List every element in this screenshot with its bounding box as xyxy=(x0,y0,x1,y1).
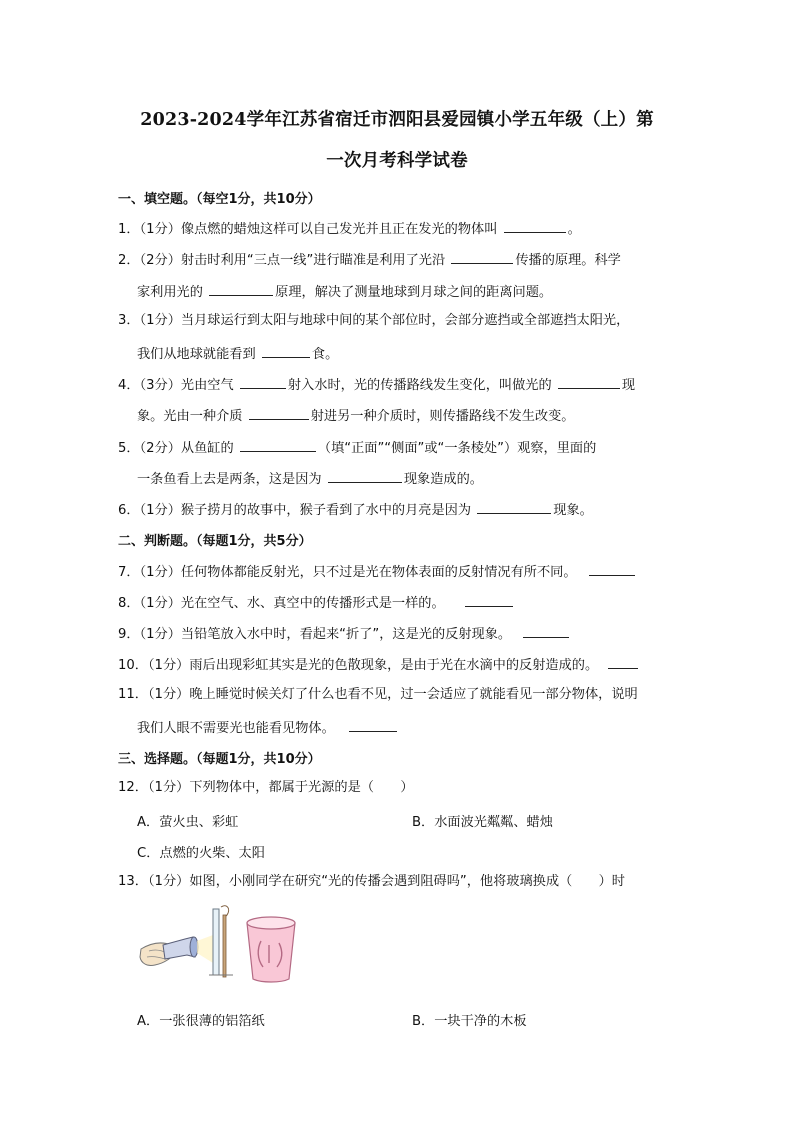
question-9: 9．（1分）当铅笔放入水中时，看起来“折了”，这是光的反射现象。 xyxy=(118,623,571,644)
question-2-text: 2．（2分）射击时利用“三点一线”进行瞄准是利用了光沿 xyxy=(118,253,446,268)
question-13-option-a[interactable]: A．一张很薄的铝箔纸 xyxy=(137,1014,265,1029)
question-1-text: 1．（1分）像点燃的蜡烛这样可以自己发光并且正在发光的物体叫 xyxy=(118,222,498,237)
answer-blank[interactable] xyxy=(209,281,273,296)
answer-blank[interactable] xyxy=(477,499,551,514)
answer-blank[interactable] xyxy=(349,717,397,732)
question-3: 3．（1分）当月球运行到太阳与地球中间的某个部位时，会部分遮挡或全部遮挡太阳光， xyxy=(118,313,630,328)
answer-blank[interactable] xyxy=(589,561,635,576)
question-4-continued: 象。光由一种介质 射进另一种介质时，则传播路线不发生改变。 xyxy=(137,405,574,426)
section-heading-multiple-choice: 三、选择题。（每题1分，共10分） xyxy=(118,752,321,767)
question-11-continued: 我们人眼不需要光也能看见物体。 xyxy=(137,717,399,738)
answer-blank[interactable] xyxy=(249,405,309,420)
question-3-continued: 我们从地球就能看到 食。 xyxy=(137,343,338,364)
question-13: 13．（1分）如图，小刚同学在研究“光的传播会遇到阻碍吗”，他将玻璃换成（ ）时 xyxy=(118,874,625,889)
question-10: 10．（1分）雨后出现彩虹其实是光的色散现象，是由于光在水滴中的反射造成的。 xyxy=(118,654,640,675)
answer-blank[interactable] xyxy=(523,623,569,638)
page-title-line-1: 2023-2024学年江苏省宿迁市泗阳县爱园镇小学五年级（上）第 xyxy=(140,110,654,130)
glass-pane xyxy=(213,909,219,975)
question-4: 4．（3分）光由空气 射入水时，光的传播路线发生变化，叫做光的 现 xyxy=(118,374,635,395)
question-13-option-b[interactable]: B．一块干净的木板 xyxy=(412,1014,527,1029)
answer-blank[interactable] xyxy=(262,343,310,358)
answer-blank[interactable] xyxy=(240,374,286,389)
question-12: 12．（1分）下列物体中，都属于光源的是（ ） xyxy=(118,780,414,795)
question-12-option-b[interactable]: B．水面波光粼粼、蜡烛 xyxy=(412,815,553,830)
answer-blank[interactable] xyxy=(328,468,402,483)
answer-blank[interactable] xyxy=(451,249,513,264)
question-6: 6．（1分）猴子捞月的故事中，猴子看到了水中的月亮是因为 现象。 xyxy=(118,499,593,520)
answer-blank[interactable] xyxy=(240,437,316,452)
question-12-option-a[interactable]: A．萤火虫、彩虹 xyxy=(137,815,239,830)
page-title-line-2: 一次月考科学试卷 xyxy=(326,151,468,171)
answer-blank[interactable] xyxy=(558,374,620,389)
question-1: 1．（1分）像点燃的蜡烛这样可以自己发光并且正在发光的物体叫 。 xyxy=(118,218,581,239)
section-heading-fill-blank: 一、填空题。（每空1分，共10分） xyxy=(118,192,321,207)
light-beam xyxy=(197,935,213,963)
question-8: 8．（1分）光在空气、水、真空中的传播形式是一样的。 xyxy=(118,592,515,613)
question-5: 5．（2分）从鱼缸的 （填“正面”“侧面”或“一条棱处”）观察，里面的 xyxy=(118,437,596,458)
answer-blank[interactable] xyxy=(608,654,638,669)
section-heading-true-false: 二、判断题。（每题1分，共5分） xyxy=(118,534,312,549)
question-11: 11．（1分）晚上睡觉时候关灯了什么也看不见，过一会适应了就能看见一部分物体，说明 xyxy=(118,687,638,702)
answer-blank[interactable] xyxy=(465,592,513,607)
question-7: 7．（1分）任何物体都能反射光，只不过是光在物体表面的反射情况有所不同。 xyxy=(118,561,637,582)
flashlight-glass-cup-illustration xyxy=(137,905,307,985)
question-2: 2．（2分）射击时利用“三点一线”进行瞄准是利用了光沿 传播的原理。科学 xyxy=(118,249,621,270)
answer-blank[interactable] xyxy=(504,218,566,233)
question-2-continued: 家利用光的 原理，解决了测量地球到月球之间的距离问题。 xyxy=(137,281,552,302)
question-5-continued: 一条鱼看上去是两条，这是因为 现象造成的。 xyxy=(137,468,483,489)
question-12-option-c[interactable]: C．点燃的火柴、太阳 xyxy=(137,846,265,861)
